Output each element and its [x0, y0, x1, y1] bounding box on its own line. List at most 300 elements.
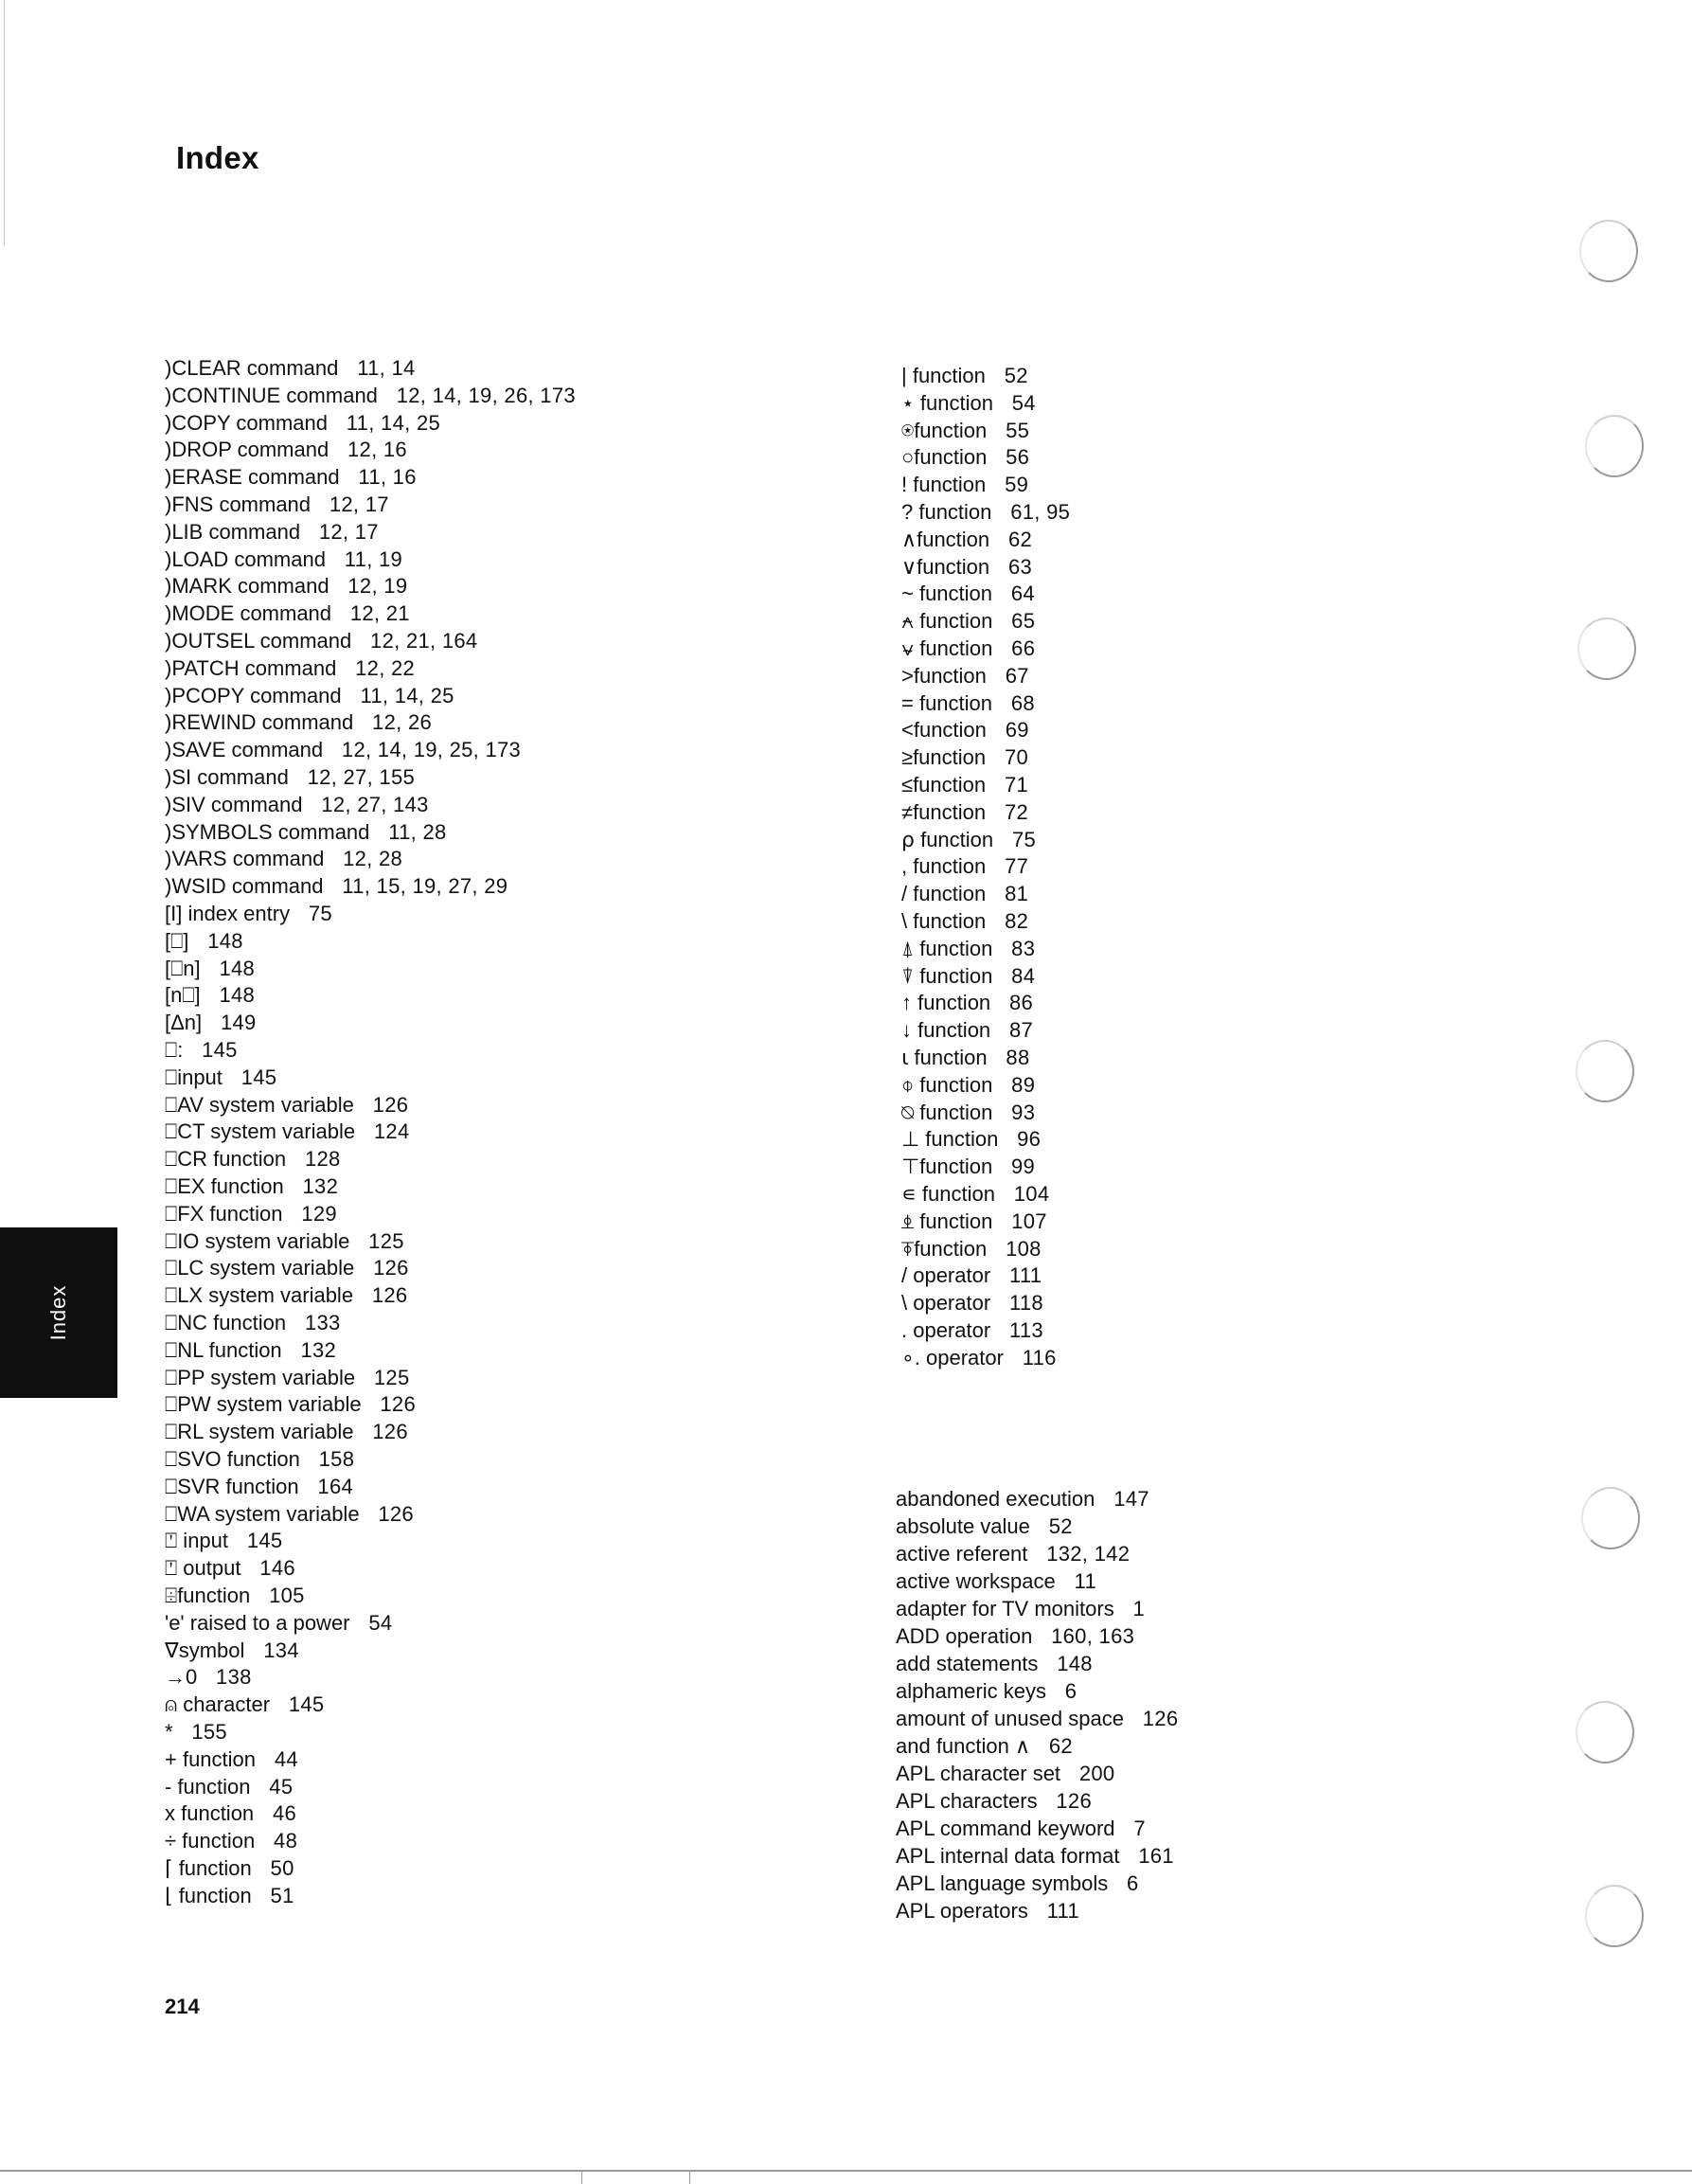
index-entry [165, 574, 407, 599]
index-entry [901, 854, 1028, 879]
index-page-refs: 11, 15, 19, 27, 29 [342, 874, 508, 899]
index-entry [165, 1311, 341, 1335]
index-page-refs: 12, 16 [347, 438, 407, 462]
index-entry [901, 691, 1035, 716]
index-page-refs: 99 [1011, 1155, 1036, 1179]
index-term: ⎕NC function [165, 1311, 287, 1334]
bottom-edge-rule [0, 2170, 1692, 2172]
index-term: APL characters [896, 1789, 1038, 1813]
index-term: ⍝ character [165, 1692, 271, 1717]
index-page-refs: 59 [1005, 473, 1029, 497]
index-entry [901, 964, 1035, 989]
index-page-refs: 148 [1057, 1652, 1093, 1675]
index-page-refs: 71 [1004, 773, 1029, 797]
index-page-refs: 54 [368, 1610, 393, 1635]
index-page-refs: 125 [368, 1228, 404, 1253]
index-term: ⎕IO system variable [165, 1228, 350, 1253]
index-entry [165, 1475, 353, 1499]
index-term: )COPY command [165, 410, 328, 435]
index-page-refs: 107 [1011, 1208, 1047, 1233]
index-term: [n⎕] [165, 983, 201, 1008]
index-term: active workspace [896, 1569, 1056, 1593]
index-term: [⎕] [165, 928, 189, 953]
index-term: ⎕PW system variable [165, 1392, 362, 1417]
index-entry [901, 500, 1070, 525]
index-entry [165, 465, 417, 490]
index-page-refs: 82 [1005, 909, 1029, 933]
index-term: ⍉ function [901, 1100, 993, 1124]
index-term: ⍕function [901, 1236, 988, 1261]
index-entry [165, 1420, 408, 1444]
index-term: ⌊ function [165, 1883, 252, 1907]
index-entry [896, 1597, 1145, 1621]
index-entry [165, 929, 243, 954]
index-page-refs: 147 [1113, 1487, 1149, 1511]
index-page-refs: 7 [1133, 1817, 1146, 1840]
index-page-refs: 126 [371, 1283, 408, 1308]
index-entry [901, 718, 1029, 743]
index-page-refs: 126 [1056, 1789, 1092, 1813]
index-term: ≠function [901, 799, 987, 824]
index-page-refs: 116 [1022, 1345, 1057, 1369]
index-entry [901, 828, 1036, 852]
index-page-refs: 52 [1004, 364, 1028, 387]
index-entry [165, 847, 402, 871]
index-entry [165, 1392, 416, 1417]
index-page-refs: 133 [304, 1311, 341, 1334]
index-page-refs: 12, 14, 19, 25, 173 [341, 738, 522, 762]
index-page-refs: 45 [269, 1774, 294, 1799]
index-term: ⎕WA system variable [165, 1501, 360, 1526]
index-page-refs: 87 [1008, 1018, 1034, 1043]
index-entry [165, 411, 440, 436]
index-entry [901, 991, 1033, 1015]
page-number: 214 [165, 1995, 200, 2018]
index-page-refs: 75 [308, 902, 332, 925]
index-term: 'e' raised to a power [165, 1610, 350, 1635]
index-term: APL character set [896, 1762, 1061, 1785]
index-entry [896, 1514, 1073, 1539]
index-page-refs: 105 [269, 1584, 305, 1607]
index-page-refs: 11, 16 [358, 465, 417, 490]
index-term: = function [901, 690, 993, 715]
index-page-refs: 126 [380, 1392, 416, 1417]
index-page-refs: 54 [1011, 390, 1036, 415]
index-entry [901, 1018, 1033, 1043]
index-entry [901, 1346, 1057, 1370]
index-entry [165, 1366, 410, 1390]
index-term: - function [165, 1774, 251, 1799]
index-term: ∇symbol [165, 1638, 245, 1662]
index-term: ⍴ function [901, 827, 994, 851]
index-page-refs: 50 [270, 1856, 294, 1880]
index-term: ⎕CT system variable [165, 1119, 356, 1144]
binder-hole-icon [1581, 1487, 1640, 1549]
index-entry [165, 1502, 414, 1527]
index-page-refs: 68 [1010, 690, 1035, 715]
index-entry [165, 1229, 404, 1254]
index-page-refs: 77 [1005, 854, 1029, 879]
index-term: ⎕LC system variable [165, 1256, 355, 1280]
binder-hole-icon [1576, 1040, 1634, 1102]
index-term: [I] index entry [165, 902, 291, 925]
index-entry [165, 1093, 408, 1118]
index-page-refs: 88 [1006, 1046, 1030, 1069]
index-entry [165, 629, 477, 653]
index-page-refs: 132 [300, 1337, 337, 1362]
index-term: )SIV command [165, 792, 303, 816]
index-term: ∨function [901, 554, 990, 579]
index-entry [165, 1775, 293, 1799]
index-term: \ function [901, 909, 987, 933]
index-term: ~ function [901, 582, 993, 606]
index-page-refs: 158 [318, 1447, 355, 1471]
index-page-refs: 63 [1007, 554, 1033, 579]
index-entry [165, 1529, 282, 1553]
index-term: ? function [901, 500, 992, 524]
index-page-refs: 12, 17 [318, 519, 379, 544]
index-term: )ERASE command [165, 465, 340, 490]
index-page-refs: 125 [373, 1365, 410, 1389]
index-term: )FNS command [165, 492, 312, 516]
index-entry [165, 1801, 296, 1826]
index-page-refs: 129 [301, 1201, 337, 1226]
index-term: add statements [896, 1652, 1039, 1675]
index-page-refs: 132, 142 [1046, 1542, 1131, 1566]
index-term: , function [901, 854, 987, 879]
index-entry [165, 983, 255, 1008]
index-page-refs: 126 [1142, 1707, 1179, 1730]
index-term: APL operators [896, 1899, 1028, 1923]
index-entry [165, 1884, 294, 1908]
index-entry [165, 874, 508, 899]
index-page-refs: 145 [246, 1529, 283, 1553]
index-entry [165, 957, 255, 981]
index-entry [165, 1202, 337, 1226]
index-entry [165, 1638, 299, 1663]
index-term: ⎕CR function [165, 1147, 287, 1172]
index-term: [⎕n] [165, 956, 201, 980]
index-page-refs: 83 [1011, 936, 1036, 960]
index-page-refs: 62 [1048, 1734, 1073, 1758]
bottom-edge-tick [689, 2172, 690, 2184]
index-term: amount of unused space [896, 1707, 1124, 1730]
index-term: ⋆ function [901, 390, 993, 415]
index-term: ⎕LX system variable [165, 1283, 354, 1308]
index-entry [896, 1707, 1178, 1731]
index-page-refs: 149 [220, 1011, 257, 1035]
index-page-refs: 44 [274, 1746, 298, 1771]
index-term: <function [901, 718, 987, 743]
index-entry [165, 438, 407, 462]
index-page-refs: 118 [1008, 1291, 1043, 1316]
index-entry [901, 1155, 1035, 1179]
index-entry [165, 1747, 298, 1772]
index-term: )DROP command [165, 438, 329, 462]
index-term: ⍟function [901, 418, 988, 442]
index-entry [901, 582, 1035, 606]
index-entry [165, 356, 416, 381]
index-page-refs: 160, 163 [1051, 1624, 1135, 1648]
index-term: ⊤function [901, 1155, 993, 1179]
index-entry [901, 909, 1028, 934]
index-term: ≥function [901, 745, 987, 770]
index-term: + function [165, 1746, 257, 1771]
index-entry [165, 1856, 294, 1881]
index-page-refs: 11 [1074, 1569, 1096, 1593]
index-entry [896, 1899, 1079, 1924]
index-page-refs: 46 [272, 1801, 297, 1826]
index-page-refs: 148 [219, 983, 256, 1008]
index-term: [Δn] [165, 1011, 203, 1035]
index-term: ⎕input [165, 1065, 223, 1089]
index-term: APL internal data format [896, 1844, 1120, 1868]
index-page-refs: 12, 28 [343, 847, 403, 871]
index-page-refs: 56 [1006, 445, 1030, 470]
index-entry [901, 664, 1029, 689]
index-term: ↓ function [901, 1018, 991, 1043]
index-page-refs: 70 [1004, 745, 1029, 770]
index-term: ⌈ function [165, 1856, 252, 1880]
index-entry [165, 902, 332, 926]
index-page-refs: 55 [1006, 418, 1030, 442]
index-entry [901, 1073, 1035, 1098]
index-entry [896, 1652, 1093, 1676]
index-page-refs: 11, 28 [388, 819, 447, 844]
index-term: ∊ function [901, 1182, 995, 1206]
index-page-refs: 12, 14, 19, 26, 173 [396, 383, 576, 407]
index-entry [165, 656, 415, 681]
index-page-refs: 126 [373, 1256, 409, 1280]
index-term: ↑ function [901, 991, 991, 1015]
index-entry [165, 1447, 354, 1472]
index-page-refs: 51 [270, 1883, 294, 1907]
index-term: ⌽ function [901, 1072, 993, 1097]
bottom-edge-tick [581, 2172, 582, 2184]
index-page-refs: 104 [1013, 1182, 1050, 1206]
index-page-refs: 12, 19 [347, 574, 408, 599]
index-entry [896, 1569, 1096, 1594]
index-term: active referent [896, 1542, 1028, 1566]
index-page-refs: 11, 14, 25 [360, 683, 454, 707]
index-entry [896, 1789, 1092, 1814]
index-entry [896, 1762, 1114, 1786]
index-term: ⍲ function [901, 609, 993, 634]
index-entry [901, 773, 1028, 797]
index-entry [901, 937, 1035, 961]
index-entry [165, 492, 389, 517]
index-entry [165, 710, 432, 735]
index-page-refs: 65 [1011, 609, 1036, 634]
index-term: ⎕FX function [165, 1201, 283, 1226]
index-entry [165, 1338, 336, 1363]
index-entry [901, 745, 1028, 770]
index-entry [896, 1871, 1139, 1896]
index-page-refs: 62 [1007, 527, 1033, 551]
index-page-refs: 67 [1005, 663, 1029, 688]
index-term: ○function [901, 445, 988, 470]
index-page-refs: 72 [1004, 799, 1029, 824]
index-term: | function [901, 364, 986, 387]
index-entry [165, 793, 429, 817]
index-page-refs: 11, 14 [357, 356, 416, 380]
index-term: )CONTINUE command [165, 383, 378, 407]
index-term: )SYMBOLS command [165, 819, 370, 844]
index-page-refs: 126 [378, 1501, 414, 1526]
index-term: ⍎ function [901, 1208, 993, 1233]
index-term: ⎕RL system variable [165, 1420, 354, 1444]
page-edge-line [4, 0, 5, 246]
index-entry [165, 1584, 305, 1608]
index-page-refs: 6 [1127, 1871, 1139, 1895]
index-term: ÷ function [165, 1829, 256, 1853]
index-page-refs: 164 [317, 1474, 354, 1498]
index-page-refs: 132 [302, 1174, 339, 1198]
index-term: ⍱ function [901, 636, 993, 660]
index-entry [165, 738, 521, 762]
index-term: ⎕NL function [165, 1337, 282, 1362]
index-entry [901, 419, 1029, 443]
index-page-refs: 1 [1132, 1597, 1146, 1620]
index-page-refs: 126 [372, 1420, 408, 1444]
index-term: ⎕AV system variable [165, 1092, 354, 1117]
index-term: / operator [901, 1263, 991, 1288]
index-entry [165, 1665, 252, 1690]
index-term: )PCOPY command [165, 683, 342, 707]
index-term: \ operator [901, 1291, 991, 1316]
index-entry [901, 555, 1032, 580]
index-entry [165, 1829, 297, 1853]
index-term: absolute value [896, 1514, 1030, 1538]
index-thumb-tab [0, 1227, 117, 1398]
index-entry [901, 800, 1028, 825]
index-term: )LIB command [165, 519, 301, 544]
index-term: ⍞ input [165, 1529, 229, 1553]
index-entry [165, 1720, 227, 1745]
index-entry [901, 1046, 1030, 1070]
index-term: x function [165, 1801, 255, 1826]
index-term: )VARS command [165, 847, 325, 871]
binder-hole-icon [1585, 415, 1644, 477]
index-term: ADD operation [896, 1624, 1033, 1648]
index-entry [896, 1542, 1130, 1566]
index-term: ⎕SVR function [165, 1474, 299, 1498]
index-term: )REWIND command [165, 710, 354, 735]
index-term: )OUTSEL command [165, 629, 352, 653]
index-page-refs: 124 [373, 1119, 410, 1144]
index-page-refs: 126 [372, 1092, 409, 1117]
index-page-refs: 12, 26 [372, 710, 433, 735]
index-entry [165, 601, 410, 626]
index-term: / function [901, 882, 987, 906]
index-entry [165, 520, 379, 545]
index-term: ⍳ function [901, 1046, 988, 1069]
index-page-refs: 96 [1017, 1127, 1042, 1152]
index-entry [165, 765, 415, 790]
index-entry [165, 1174, 338, 1199]
index-page-refs: 75 [1011, 827, 1037, 851]
index-page-refs: 113 [1008, 1318, 1043, 1342]
index-entry [901, 473, 1028, 497]
index-entry [901, 882, 1028, 906]
index-entry [165, 1692, 324, 1717]
index-term: * [165, 1720, 173, 1744]
index-term: APL language symbols [896, 1871, 1109, 1895]
index-term: )PATCH command [165, 655, 337, 680]
index-term: )SI command [165, 765, 289, 789]
index-page-refs: 66 [1011, 636, 1036, 660]
index-page-refs: 89 [1011, 1072, 1036, 1097]
index-page-refs: 11, 19 [344, 546, 403, 571]
index-entry [901, 1127, 1041, 1152]
index-entry [896, 1679, 1077, 1704]
index-page-refs: 108 [1006, 1236, 1042, 1261]
index-entry [165, 547, 402, 572]
binder-hole-icon [1576, 1701, 1634, 1763]
index-term: )MARK command [165, 574, 329, 599]
index-term: ⌹function [165, 1584, 251, 1607]
index-term: >function [901, 663, 987, 688]
index-term: alphameric keys [896, 1679, 1046, 1703]
index-term: →0 [165, 1665, 198, 1690]
index-term: ⊥ function [901, 1127, 999, 1152]
index-page-refs: 111 [1046, 1899, 1079, 1923]
index-page-refs: 200 [1078, 1762, 1115, 1785]
index-term: ≤function [901, 773, 987, 797]
index-entry [901, 1101, 1035, 1125]
index-entry [896, 1624, 1134, 1649]
index-entry [165, 1038, 238, 1063]
index-page-refs: 148 [207, 928, 243, 953]
index-page-refs: 61, 95 [1010, 500, 1071, 524]
index-page-refs: 48 [274, 1829, 298, 1853]
index-entry [165, 684, 454, 708]
index-term: )CLEAR command [165, 356, 339, 380]
index-term: )MODE command [165, 601, 332, 626]
index-entry [165, 1556, 295, 1581]
index-page-refs: 12, 21 [349, 601, 410, 626]
index-page-refs: 148 [219, 956, 256, 980]
index-page-refs: 52 [1048, 1514, 1073, 1538]
index-term: adapter for TV monitors [896, 1597, 1114, 1620]
index-page-refs: 81 [1005, 882, 1029, 906]
index-entry [901, 1209, 1047, 1234]
index-entry [165, 820, 447, 845]
index-entry [901, 1291, 1043, 1316]
page-title: Index [176, 140, 259, 176]
index-term: APL command keyword [896, 1817, 1115, 1840]
index-term: ⍞ output [165, 1556, 241, 1581]
index-page-refs: 12, 27, 143 [321, 792, 429, 816]
index-entry [165, 1065, 276, 1090]
index-page-refs: 93 [1011, 1100, 1036, 1124]
index-entry [165, 384, 576, 408]
index-page-refs: 12, 22 [355, 655, 416, 680]
index-page-refs: 145 [202, 1038, 238, 1062]
index-page-refs: 6 [1064, 1679, 1078, 1703]
index-page-refs: 86 [1008, 991, 1034, 1015]
index-entry [165, 1011, 257, 1035]
index-term: ⍒ function [901, 963, 993, 988]
index-entry [901, 1182, 1049, 1207]
index-entry [896, 1734, 1073, 1759]
index-entry [901, 636, 1035, 661]
index-term: )SAVE command [165, 738, 324, 762]
index-entry [901, 528, 1032, 552]
index-term: )WSID command [165, 874, 324, 899]
index-term: ⎕PP system variable [165, 1365, 356, 1389]
index-page-refs: 69 [1005, 718, 1029, 743]
